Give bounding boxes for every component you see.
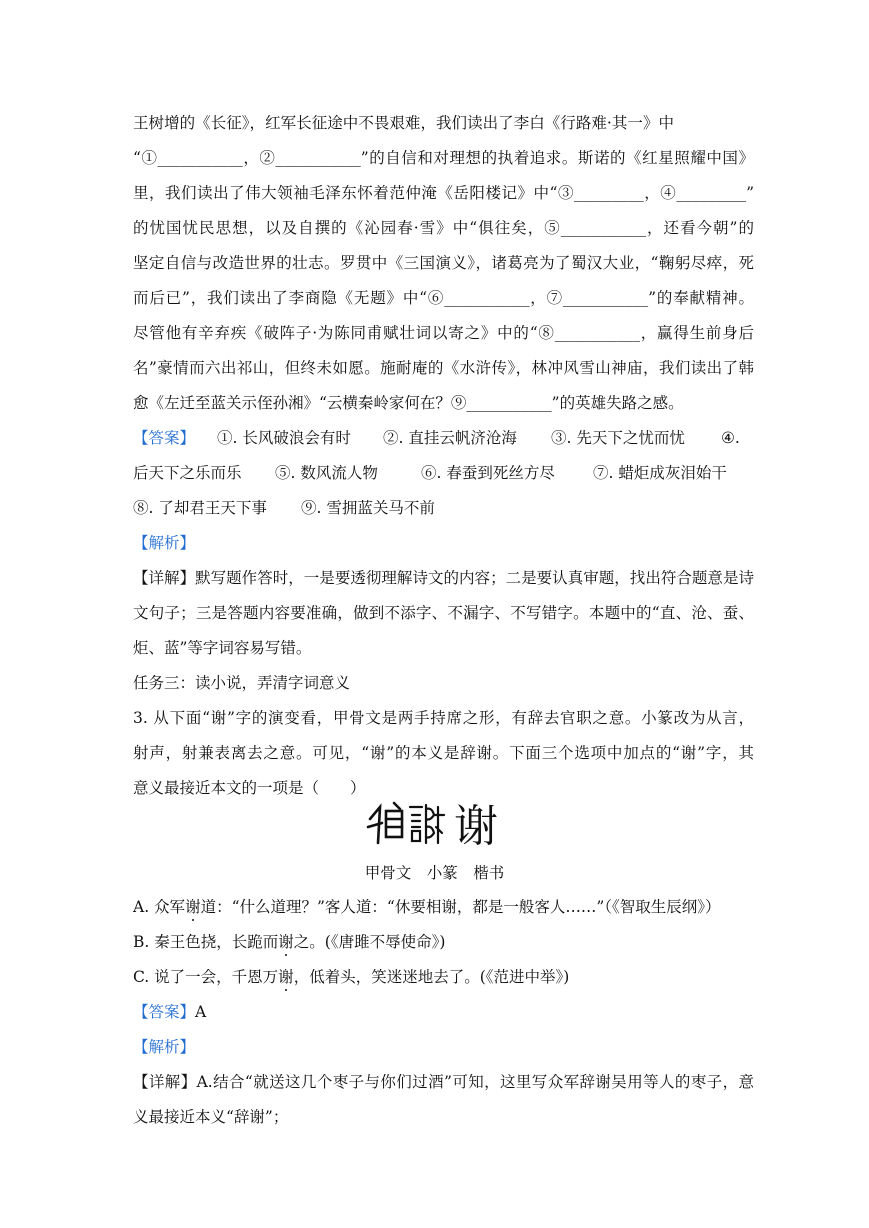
passage-line-5: 坚定自信与改造世界的壮志。罗贯中《三国演义》，诸葛亮为了蜀汉大业，“鞠躬尽瘁，死 <box>133 254 754 272</box>
task-heading: 任务三：读小说，弄清字词意义 <box>133 674 351 692</box>
detail-2-text: A.结合“就送这几个枣子与你们过酒”可知，这里写众军辞谢吴用等人的枣子，意 <box>196 1073 754 1091</box>
detail-2-line-2: 义最接近本义“辞谢”； <box>133 1108 289 1126</box>
oracle-bone-glyph <box>368 803 402 843</box>
answer-row-2 <box>133 463 754 483</box>
answer-item-1: ①. 长风破浪会有时 <box>217 429 351 447</box>
question-line-3: 意义最接近本文的一项是（ ） <box>133 779 366 797</box>
xie-character-evolution-image <box>366 797 506 849</box>
answer-item-2: ②. 直挂云帆济沧海 <box>383 429 517 447</box>
dotted-xie: 谢 <box>185 898 201 916</box>
answer-row-1 <box>133 428 754 448</box>
answer-row-3 <box>133 498 754 518</box>
answer-item-4: ④. <box>721 429 740 447</box>
kaishu-glyph: 谢 <box>454 801 498 849</box>
answer-item-9: ⑨. 雪拥蓝关马不前 <box>301 499 435 517</box>
answer-item-5: ⑤. 数风流人物 <box>275 464 378 482</box>
detail-2-label: 【详解】 <box>133 1073 197 1091</box>
answer-2-label: 【答案】 <box>133 1003 196 1021</box>
option-b-text: 之。(《唐雎不辱使命》) <box>293 933 446 951</box>
analysis-label: 【解析】 <box>133 534 196 552</box>
dotted-xie: 谢 <box>278 968 294 986</box>
answer-item-4-text: 后天下之乐而乐 <box>133 464 242 482</box>
passage-line-9: 愈《左迁至蓝关示侄孙湘》“云横秦岭家何在？⑨___________”的英雄失路之感。 <box>133 394 684 412</box>
small-seal-glyph <box>410 805 444 843</box>
option-c-prefix: C. 说了一会，千恩万 <box>133 968 279 986</box>
dotted-xie: 谢 <box>278 933 294 951</box>
answer-2-value: A <box>195 1003 207 1021</box>
question-line-2: 射声，射兼表离去之意。可见，“谢”的本义是辞谢。下面三个选项中加点的“谢”字，其 <box>133 744 754 762</box>
passage-line-8: 名”豪情而六出祁山，但终未如愿。施耐庵的《水浒传》，林冲风雪山神庙，我们读出了韩 <box>133 359 754 377</box>
glyph-caption: 甲骨文 小篆 楷书 <box>364 864 505 882</box>
answer-item-8: ⑧. 了却君王天下事 <box>133 499 267 517</box>
question-line-1: 3. 从下面“谢”字的演变看，甲骨文是两手持席之形，有辞去官职之意。小篆改为从言， <box>133 709 754 727</box>
answer-item-7: ⑦. 蜡炬成灰泪始干 <box>593 464 727 482</box>
option-a-prefix: A. 众军 <box>133 898 186 916</box>
answer-item-6: ⑥. 春蚕到死丝方尽 <box>421 464 555 482</box>
analysis-2-label: 【解析】 <box>133 1038 196 1056</box>
answer-label: 【答案】 <box>133 429 196 447</box>
option-b-prefix: B. 秦王色挠，长跪而 <box>133 933 279 951</box>
passage-line-7: 尽管他有辛弃疾《破阵子·为陈同甫赋壮词以寄之》中的“⑧___________，赢得生前身后 <box>133 324 754 342</box>
detail-line-3: 炬、蓝”等字词容易写错。 <box>133 639 312 657</box>
detail-label: 【详解】 <box>133 569 196 587</box>
passage-line-4: 的忧国忧民思想，以及自撰的《沁园春·雪》中“俱往矣，⑤___________，还看今朝”的 <box>133 219 754 237</box>
option-a[interactable] <box>133 897 754 917</box>
option-c-text: ，低着头，笑迷迷地去了。(《范进中举》) <box>293 968 570 986</box>
option-b[interactable] <box>133 932 754 952</box>
detail-line-1 <box>133 568 754 588</box>
passage-line-1: 王树增的《长征》，红军长征途中不畏艰难，我们读出了李白《行路难·其一》中 <box>133 114 674 132</box>
passage-line-6: 而后已”，我们读出了李商隐《无题》中“⑥___________，⑦___________”的奉献精神。 <box>133 289 754 307</box>
answer-2 <box>133 1002 754 1022</box>
detail-line-2: 文句子；三是答题内容要准确，做到不添字、不漏字、不写错字。本题中的“直、沧、蚕、 <box>133 604 754 622</box>
passage-line-3: 里，我们读出了伟大领袖毛泽东怀着范仲淹《岳阳楼记》中“③_________，④_________” <box>133 184 754 202</box>
passage-line-2: “①___________，②___________”的自信和对理想的执着追求。斯诺的《红星照耀中国》 <box>133 149 754 167</box>
option-c[interactable] <box>133 967 754 987</box>
answer-item-3: ③. 先天下之忧而忧 <box>551 429 685 447</box>
option-a-text: 道：“什么道理？”客人道：“休要相谢，都是一般客人……”（《智取生辰纲》） <box>200 898 721 916</box>
detail-text: 默写题作答时，一是要透彻理解诗文的内容；二是要认真审题，找出符合题意是诗 <box>195 569 754 587</box>
detail-2-line-1 <box>133 1072 754 1092</box>
